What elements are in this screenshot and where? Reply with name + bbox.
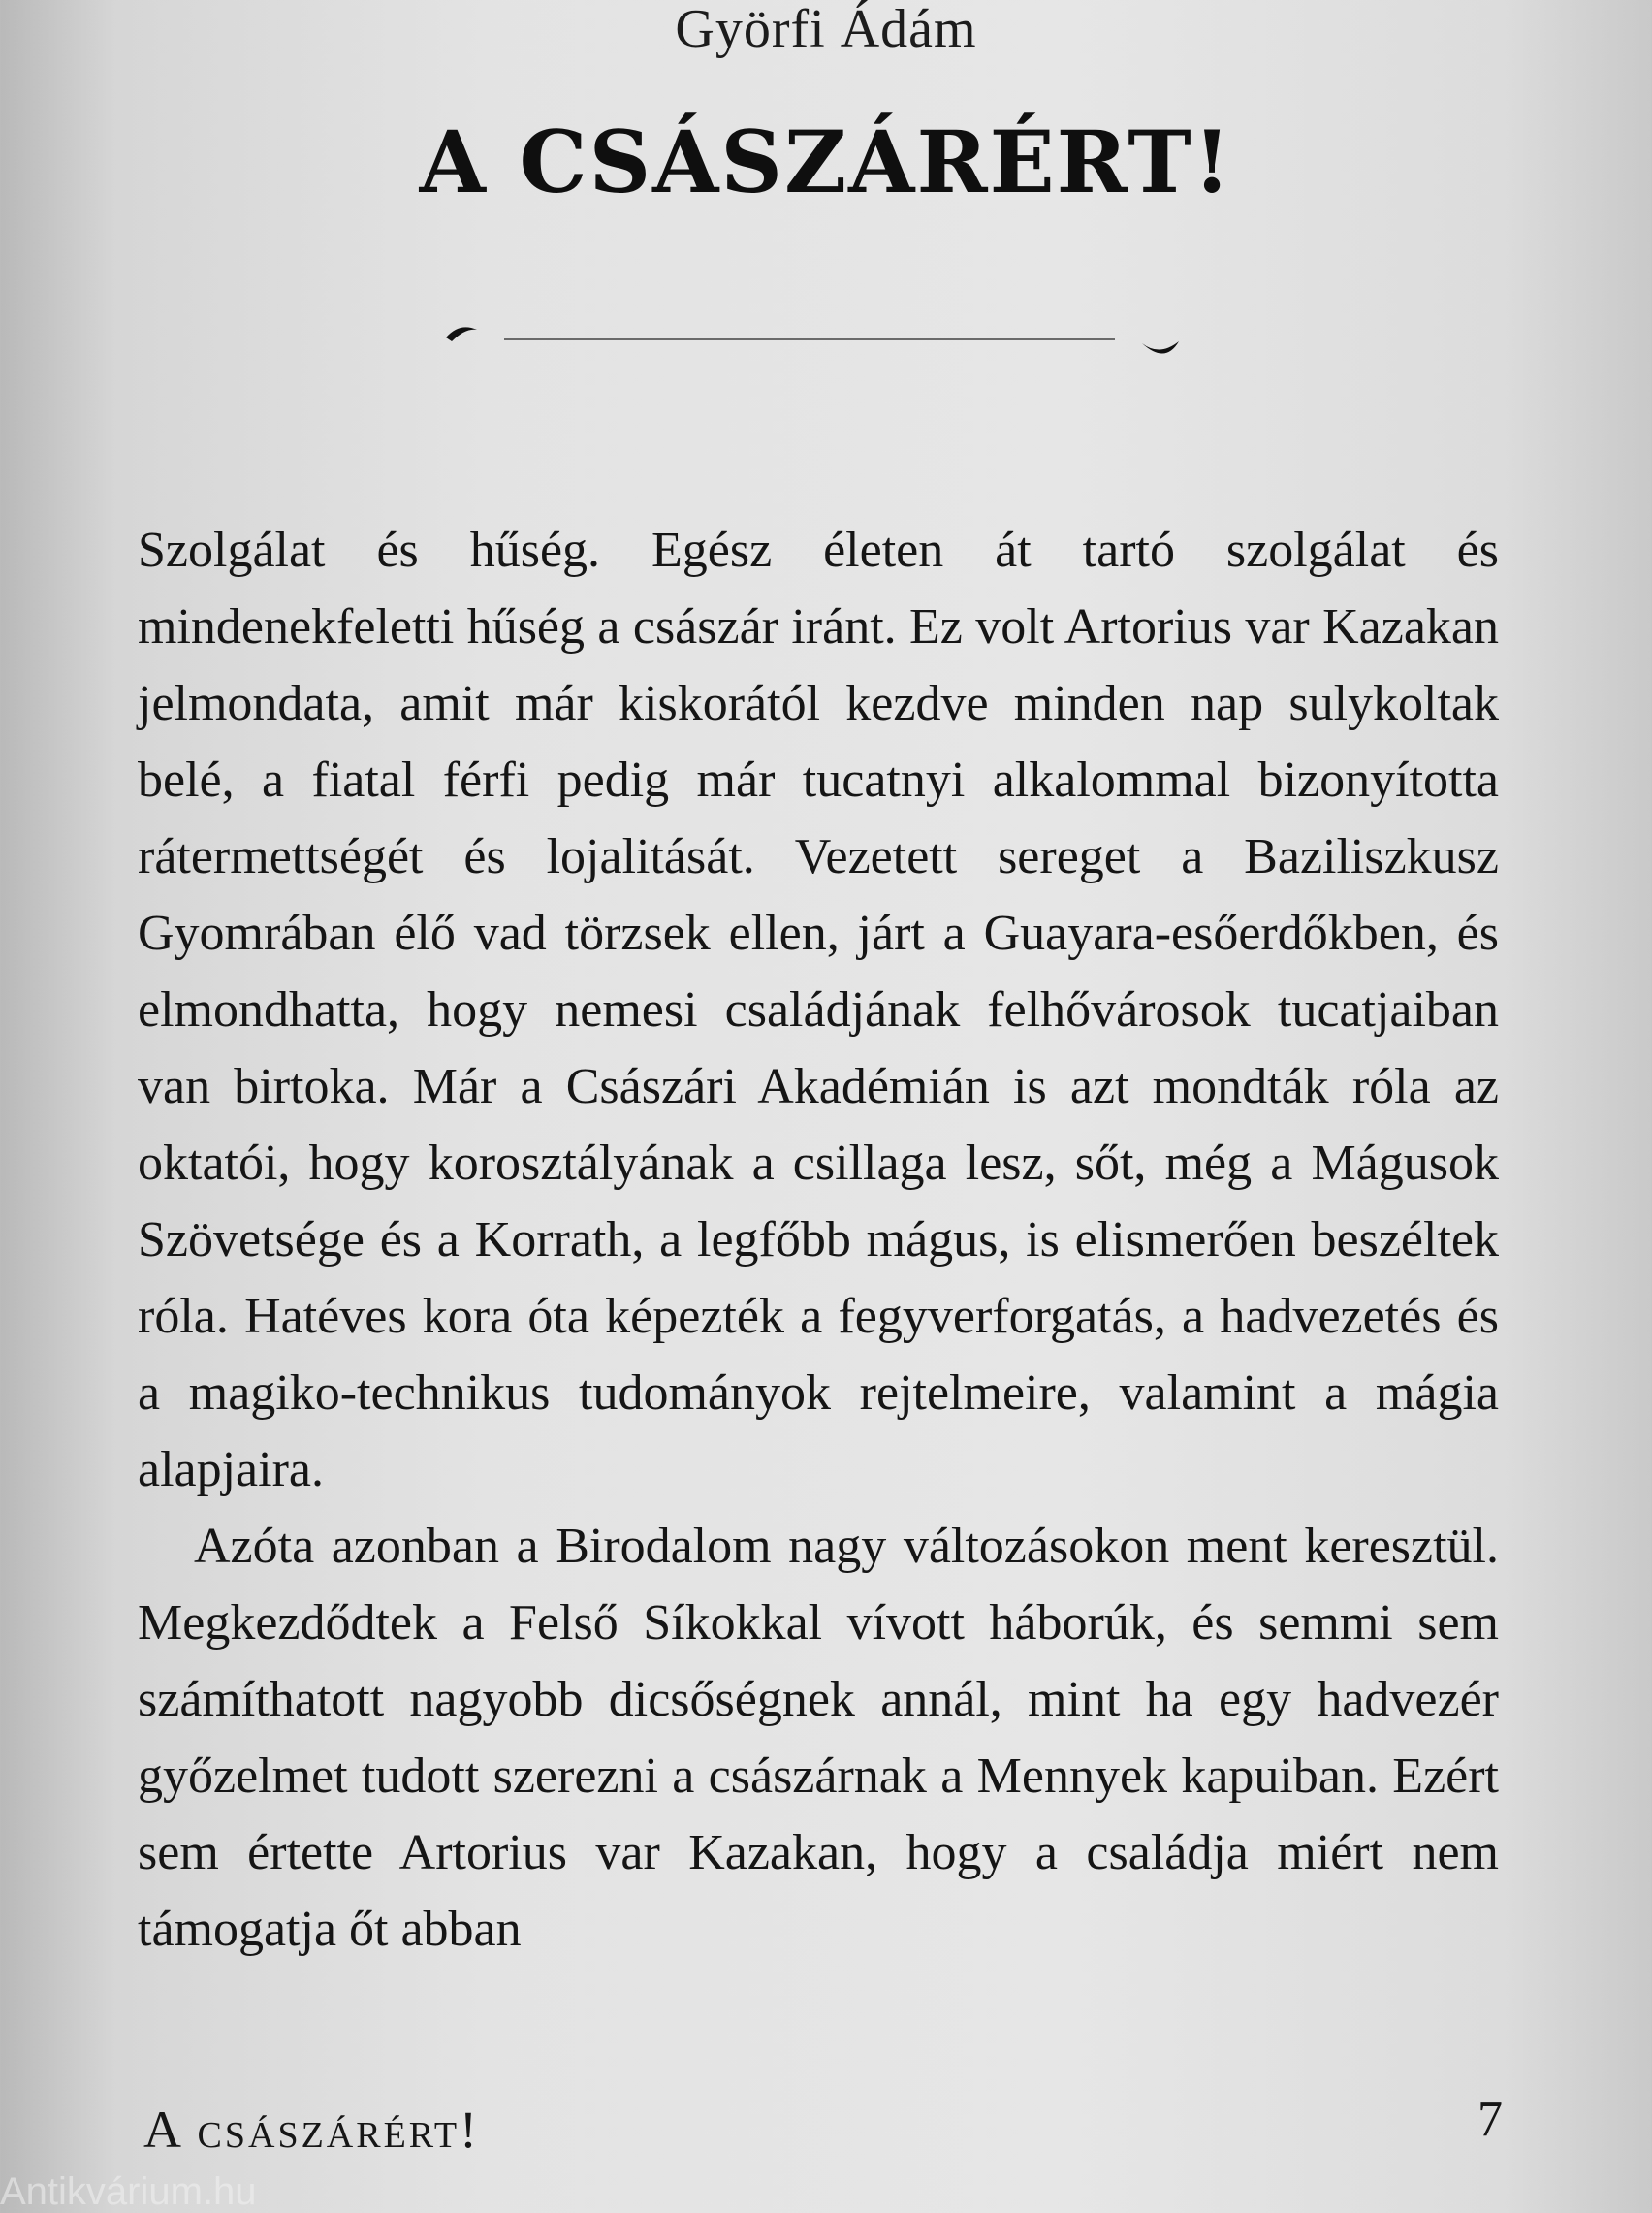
author-name: Györfi Ádám (675, 0, 977, 59)
body-text (138, 512, 1499, 1968)
paragraph: Azóta azonban a Birodalom nagy változásokon ment keresztül. Megkezdődtek a Felső Síkokkal vívott háborúk, és semmi sem számíthatott nagyobb dicsőségnek annál, mint ha egy hadvezér győzelmet tudott szerezni a császárnak a Mennyek kapuiban. Ezért sem értette Artorius var Kazakan, hogy a családja miért nem támogatja őt abban (138, 1519, 1499, 1957)
title-divider-ornament (436, 308, 1192, 367)
chapter-title: A CSÁSZÁRÉRT! (419, 112, 1233, 212)
watermark: Antikvárium.hu (0, 2170, 257, 2213)
page-number: 7 (1477, 2092, 1503, 2147)
paragraph: Szolgálat és hűség. Egész életen át tartó szolgálat és mindenekfeletti hűség a császár iránt. Ez volt Artorius var Kazakan jelmondata, amit már kiskorától kezdve minden nap sulykoltak belé, a fiatal férfi pedig már tucatnyi alkalommal bizonyította rátermettségét és lojalitását. Vezetett sereget a Baziliszkusz Gyomrában élő vad törzsek ellen, járt a Guayara-esőerdőkben, és elmondhatta, hogy nemesi családjának felhővárosok tucatjaiban van birtoka. Már a Császári Akadémián is azt mondták róla az oktatói, hogy korosztályának a csillaga lesz, sőt, még a Mágusok Szövetsége és a Korrath, a legfőbb mágus, is elismerően beszéltek róla. Hatéves kora óta képezték a fegyverforgatás, a hadvezetés és a magiko-technikus tudományok rejtelmeire, valamint a mágia alapjaira. (138, 523, 1499, 1497)
running-footer-title: A császárért! (143, 2101, 481, 2159)
